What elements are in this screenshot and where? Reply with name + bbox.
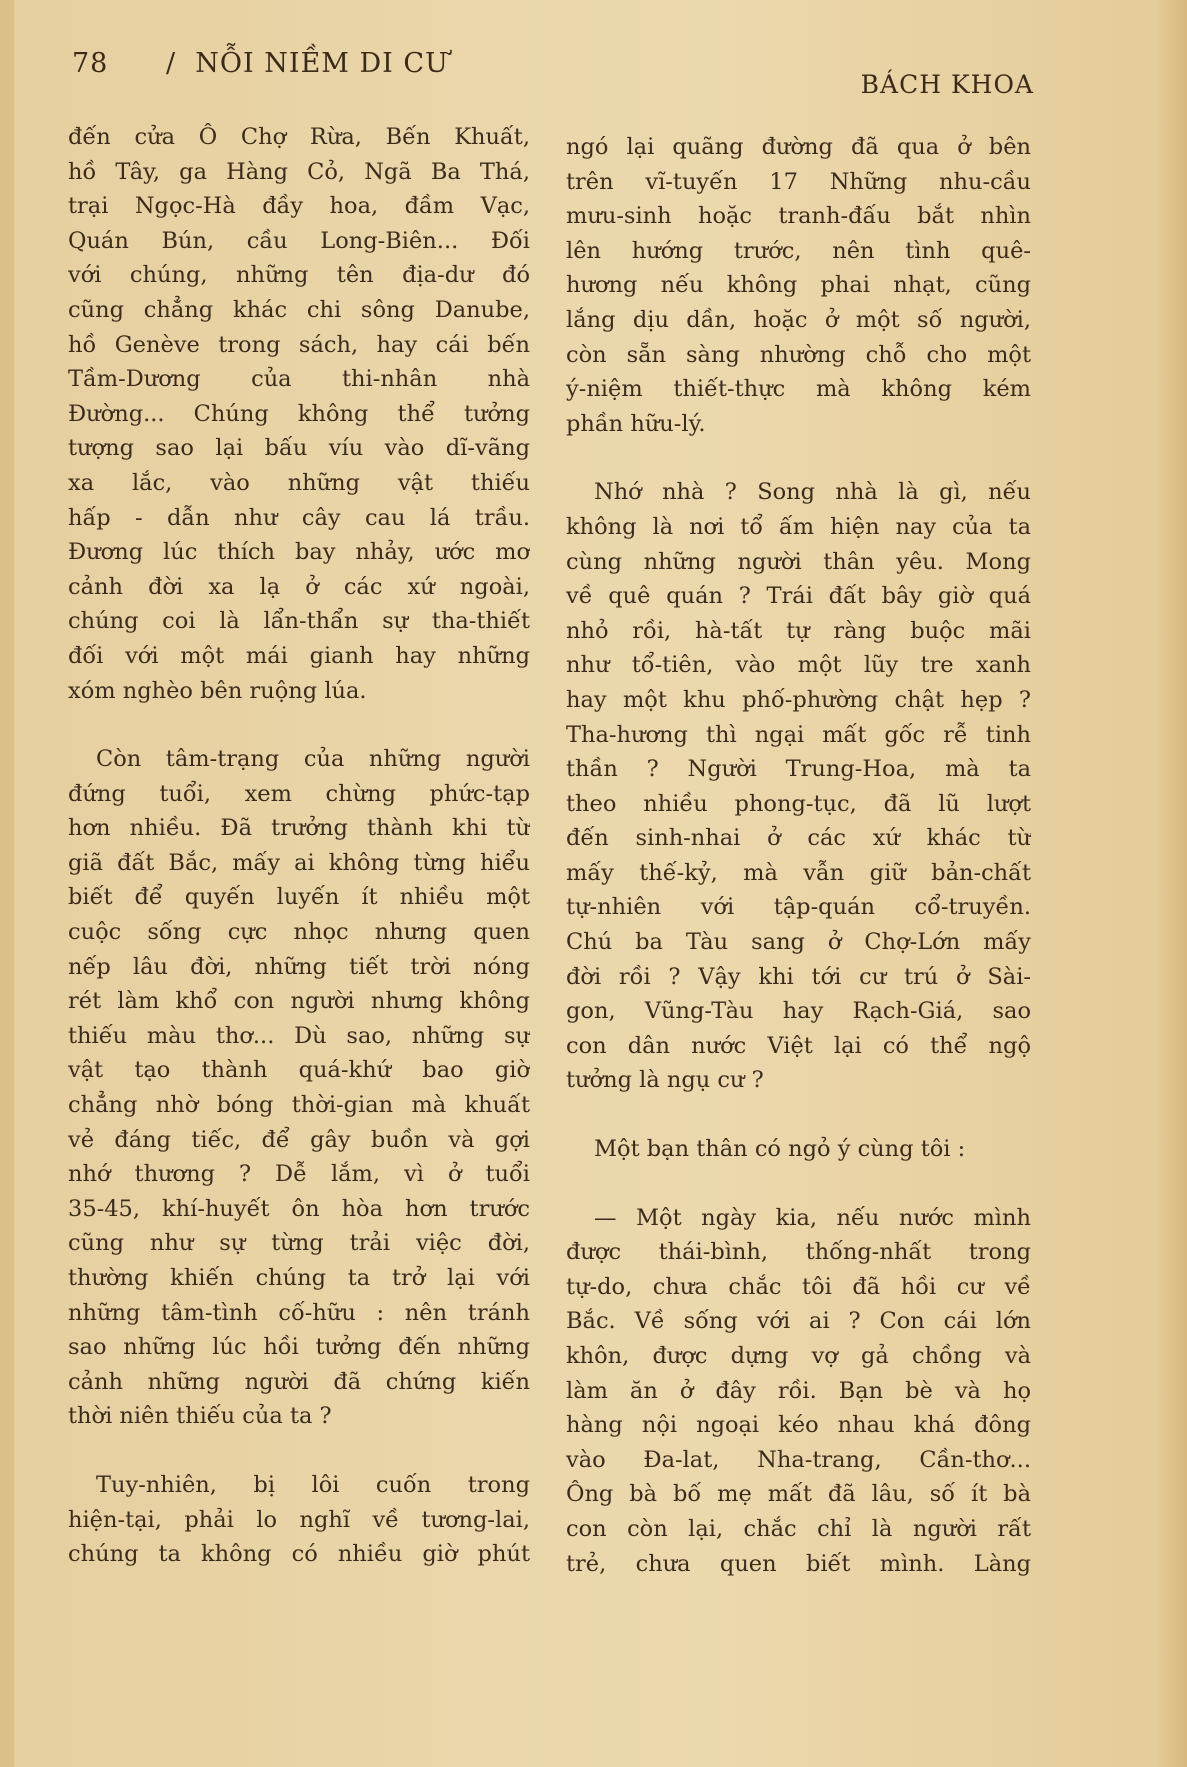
text-line: cũng chẳng khác chi sông Danube, [68,296,530,323]
text-line: vật tạo thành quá-khứ bao giờ [68,1057,530,1084]
text-line: hấp - dẫn như cây cau lá trầu. [68,504,530,531]
text-line: cũng như sự từng trải việc đời, [68,1230,530,1257]
text-line: con dân nước Việt lại có thể ngộ [566,1032,1031,1059]
text-line: phần hữu-lý. [566,410,706,437]
text-line: tưởng là ngụ cư ? [566,1067,764,1094]
text-line: cùng những người thân yêu. Mong [566,548,1031,575]
text-line: còn sẵn sàng nhường chỗ cho một [566,341,1031,368]
text-line: tự-nhiên với tập-quán cổ-truyền. [566,894,1031,921]
text-line: Nhớ nhà ? Song nhà là gì, nếu [594,479,1031,506]
article-title [166,48,449,79]
text-line: 35-45, khí-huyết ôn hòa hơn trước [68,1195,530,1222]
text-line: xóm nghèo bên ruộng lúa. [68,677,367,704]
text-line: đến sinh-nhai ở các xứ khác từ [566,825,1031,852]
text-line: ý-niệm thiết-thực mà không kém [566,376,1031,403]
text-line: tự-do, chưa chắc tôi đã hồi cư về [566,1273,1031,1300]
text-line: hay một khu phố-phường chật hẹp ? [566,686,1031,713]
text-line: làm ăn ở đây rồi. Bạn bè và họ [566,1377,1031,1404]
header-separator: / [166,48,177,79]
text-line: Bắc. Về sống với ai ? Con cái lớn [566,1308,1031,1335]
text-line: hồ Tây, ga Hàng Cỏ, Ngã Ba Thá, [68,158,530,185]
text-line: hiện-tại, phải lo nghĩ về tương-lai, [68,1506,530,1533]
article-title-text: NỖI NIỀM DI CƯ [195,48,449,79]
text-line: thường khiến chúng ta trở lại với [68,1265,530,1291]
right-text-column [566,130,1031,1581]
text-line: Tuy-nhiên, bị lôi cuốn trong [96,1471,530,1498]
text-line: biết để quyến luyến ít nhiều một [68,884,530,911]
journal-name: BÁCH KHOA [860,70,1034,99]
text-line: với chúng, những tên địa-dư đó [68,262,530,289]
text-line: vào Đa-lat, Nha-trang, Cần-thơ... [566,1446,1031,1473]
paragraph-gap [566,1098,1031,1132]
text-line: trên vĩ-tuyến 17 Những nhu-cầu [566,168,1031,195]
text-line: mấy thế-kỷ, mà vẫn giữ bản-chất [566,859,1031,886]
text-line: hàng nội ngoại kéo nhau khá đông [566,1412,1031,1439]
text-line: Quán Bún, cầu Long-Biên... Đối [68,227,530,254]
text-line: cảnh những người đã chứng kiến [68,1368,530,1395]
text-line: thời niên thiếu của ta ? [68,1403,332,1430]
text-line: ngó lại quãng đường đã qua ở bên [566,134,1031,160]
paragraph-gap [68,1434,530,1468]
text-line: Tha-hương thì ngại mất gốc rễ tinh [566,721,1031,748]
text-line: trẻ, chưa quen biết mình. Làng [566,1550,1031,1577]
text-line: — Một ngày kia, nếu nước mình [594,1204,1031,1231]
text-line: thiếu màu thơ... Dù sao, những sự [68,1022,530,1049]
page-number: 78 [72,48,109,79]
text-line: chẳng nhờ bóng thời-gian mà khuất [68,1092,530,1119]
page-edge-right [1159,0,1187,1767]
text-line: cảnh đời xa lạ ở các xứ ngoài, [68,573,530,600]
paragraph-gap [566,441,1031,475]
text-line: lắng dịu dần, hoặc ở một số người, [566,306,1031,333]
paragraph-gap [68,708,530,742]
text-line: chúng coi là lẩn-thẩn sự tha-thiết [68,608,530,635]
text-line: con còn lại, chắc chỉ là người rất [566,1515,1031,1542]
text-line: rét làm khổ con người nhưng không [68,988,530,1015]
text-line: đối với một mái gianh hay những [68,642,530,669]
text-line: Tầm-Dương của thi-nhân nhà [68,366,530,393]
text-line: Đương lúc thích bay nhảy, ước mơ [68,539,530,566]
text-line: nếp lâu đời, những tiết trời nóng [68,953,530,980]
text-line: những tâm-tình cố-hữu : nên tránh [68,1299,530,1326]
text-line: được thái-bình, thống-nhất trong [566,1239,1031,1266]
text-line: Chú ba Tàu sang ở Chợ-Lớn mấy [566,929,1031,956]
text-line: hồ Genève trong sách, hay cái bến [68,331,530,358]
text-line: Còn tâm-trạng của những người [96,746,530,773]
text-line: đứng tuổi, xem chừng phức-tạp [68,780,530,807]
text-line: Một bạn thân có ngỏ ý cùng tôi : [594,1136,966,1163]
text-line: đời rồi ? Vậy khi tới cư trú ở Sài- [566,963,1031,990]
paragraph-gap [566,1167,1031,1201]
text-line: xa lắc, vào những vật thiếu [68,469,530,496]
text-line: chúng ta không có nhiều giờ phút [68,1541,530,1568]
text-line: vẻ đáng tiếc, để gây buồn và gợi [68,1126,530,1153]
text-line: lên hướng trước, nên tình quê- [566,237,1031,264]
text-line: trại Ngọc-Hà đầy hoa, đầm Vạc, [68,193,530,220]
text-line: nhỏ rồi, hà-tất tự ràng buộc mãi [566,617,1031,644]
text-line: hơn nhiều. Đã trưởng thành khi từ [68,815,530,842]
page-edge-left [0,0,14,1767]
text-line: khôn, được dựng vợ gả chồng và [566,1343,1031,1369]
text-line: nhớ thương ? Dễ lắm, vì ở tuổi [68,1161,530,1188]
text-line: về quê quán ? Trái đất bây giờ quá [566,583,1031,610]
text-line: cuộc sống cực nhọc nhưng quen [68,919,530,946]
text-line: sao những lúc hồi tưởng đến những [68,1334,530,1361]
text-line: Ông bà bố mẹ mất đã lâu, số ít bà [566,1481,1031,1508]
text-line: theo nhiều phong-tục, đã lũ lượt [566,790,1031,817]
text-line: như tổ-tiên, vào một lũy tre xanh [566,652,1031,679]
running-header [72,48,1042,108]
left-text-column [68,120,530,1572]
text-line: không là nơi tổ ấm hiện nay của ta [566,513,1031,540]
text-line: giã đất Bắc, mấy ai không từng hiểu [68,849,530,876]
text-line: hương nếu không phai nhạt, cũng [566,272,1031,299]
text-line: thần ? Người Trung-Hoa, mà ta [566,756,1031,783]
text-line: Đường... Chúng không thể tưởng [68,400,530,427]
text-line: tượng sao lại bấu víu vào dĩ-vãng [68,435,530,462]
text-line: đến cửa Ô Chợ Rừa, Bến Khuất, [68,124,530,150]
text-line: gon, Vũng-Tàu hay Rạch-Giá, sao [566,998,1031,1025]
text-line: mưu-sinh hoặc tranh-đấu bắt nhìn [566,203,1031,230]
